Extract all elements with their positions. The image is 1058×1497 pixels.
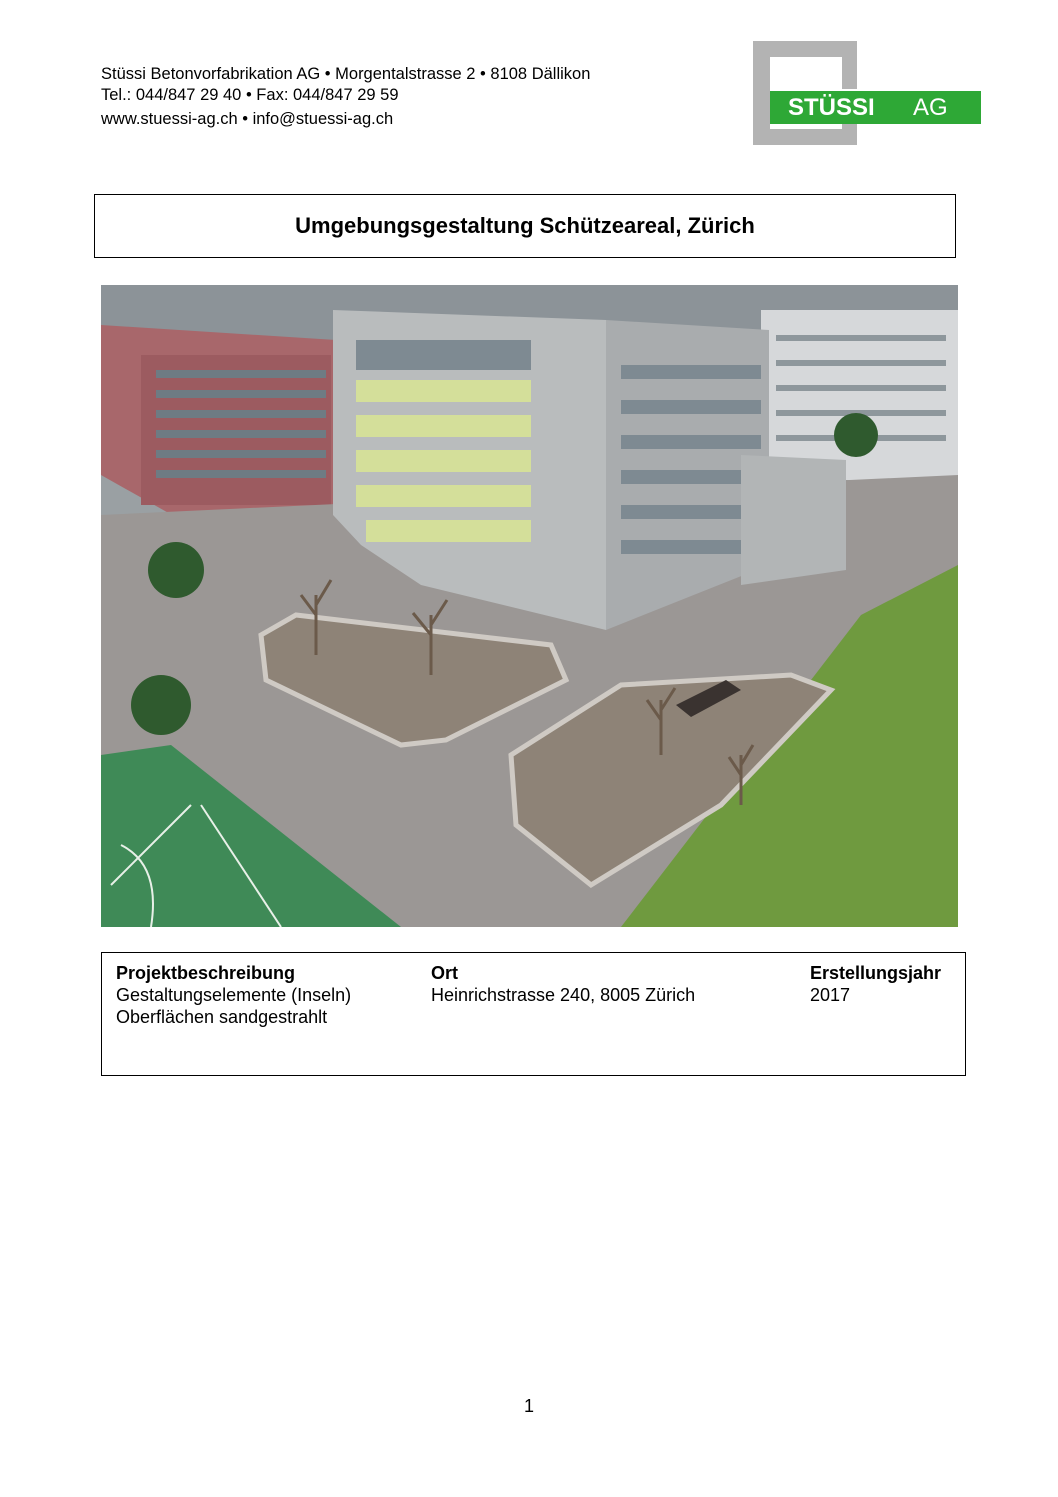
year-value: 2017: [810, 985, 851, 1005]
document-title: Umgebungsgestaltung Schützeareal, Zürich: [295, 213, 755, 238]
company-phone-fax: Tel.: 044/847 29 40 • Fax: 044/847 29 59: [101, 86, 399, 104]
year-column: [810, 962, 941, 1006]
company-web-email: www.stuessi-ag.ch • info@stuessi-ag.ch: [101, 110, 394, 128]
location-column: [431, 962, 695, 1006]
aerial-project-photo: [101, 285, 958, 927]
project-description-heading: Projektbeschreibung: [116, 963, 296, 983]
logo-text-bold: STÜSSI: [788, 94, 875, 121]
document-title-box: [94, 194, 956, 258]
company-header: [101, 64, 590, 130]
location-value: Heinrichstrasse 240, 8005 Zürich: [431, 985, 696, 1005]
year-heading: Erstellungsjahr: [810, 963, 942, 983]
location-heading: Ort: [431, 963, 458, 983]
page-number: 1: [523, 1396, 534, 1416]
project-description-line: Gestaltungselemente (Inseln): [116, 985, 352, 1005]
logo-text-light: AG: [913, 94, 948, 121]
company-address: Stüssi Betonvorfabrikation AG • Morgentalstrasse 2 • 8108 Dällikon: [101, 65, 591, 83]
stuessi-logo: [753, 41, 983, 145]
project-description-line: Oberflächen sandgestrahlt: [116, 1007, 328, 1027]
project-description-column: [116, 962, 351, 1028]
project-info-box: [101, 952, 966, 1076]
